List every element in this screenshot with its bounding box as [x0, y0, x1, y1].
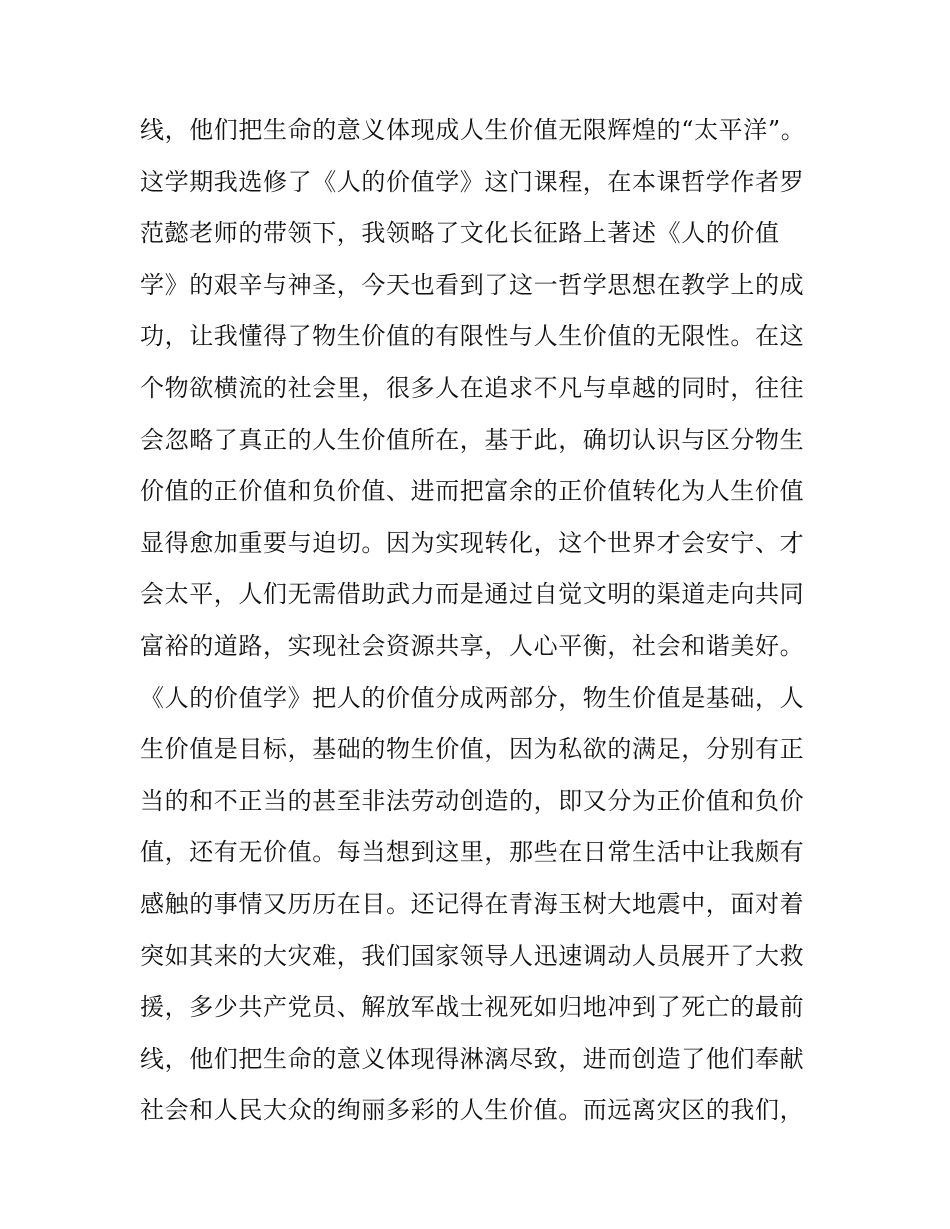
text-line: 会太平，人们无需借助武力而是通过自觉文明的渠道走向共同 [140, 580, 805, 609]
text-line: 生价值是目标，基础的物生价值，因为私欲的满足，分别有正 [140, 735, 805, 764]
text-line: 学》的艰辛与神圣，今天也看到了这一哲学思想在教学上的成 [140, 270, 805, 299]
text-line: 援，多少共产党员、解放军战士视死如归地冲到了死亡的最前 [140, 993, 805, 1022]
body-text [140, 105, 830, 1137]
text-line: 功，让我懂得了物生价值的有限性与人生价值的无限性。在这 [140, 322, 805, 351]
text-line: 范懿老师的带领下，我领略了文化长征路上著述《人的价值 [140, 219, 780, 248]
text-line: 显得愈加重要与迫切。因为实现转化，这个世界才会安宁、才 [140, 528, 805, 557]
text-line: 《人的价值学》把人的价值分成两部分，物生价值是基础，人 [140, 683, 805, 712]
text-line: 当的和不正当的甚至非法劳动创造的，即又分为正价值和负价 [140, 786, 805, 815]
text-line: 这学期我选修了《人的价值学》这门课程，在本课哲学作者罗 [140, 167, 805, 196]
text-line: 个物欲横流的社会里，很多人在追求不凡与卓越的同时，往往 [140, 373, 805, 402]
text-line: 突如其来的大灾难，我们国家领导人迅速调动人员展开了大救 [140, 941, 805, 970]
text-line: 社会和人民大众的绚丽多彩的人生价值。而远离灾区的我们， [140, 1096, 805, 1125]
text-line: 线，他们把生命的意义体现得淋漓尽致，进而创造了他们奉献 [140, 1044, 805, 1073]
text-line: 值，还有无价值。每当想到这里，那些在日常生活中让我颇有 [140, 838, 805, 867]
text-line: 富裕的道路，实现社会资源共享，人心平衡，社会和谐美好。 [140, 631, 805, 660]
text-line: 会忽略了真正的人生价值所在，基于此，确切认识与区分物生 [140, 425, 805, 454]
text-line: 线，他们把生命的意义体现成人生价值无限辉煌的“太平洋”。 [140, 116, 806, 144]
text-line: 价值的正价值和负价值、进而把富余的正价值转化为人生价值 [140, 477, 805, 506]
text-line: 感触的事情又历历在目。还记得在青海玉树大地震中，面对着 [140, 889, 805, 918]
